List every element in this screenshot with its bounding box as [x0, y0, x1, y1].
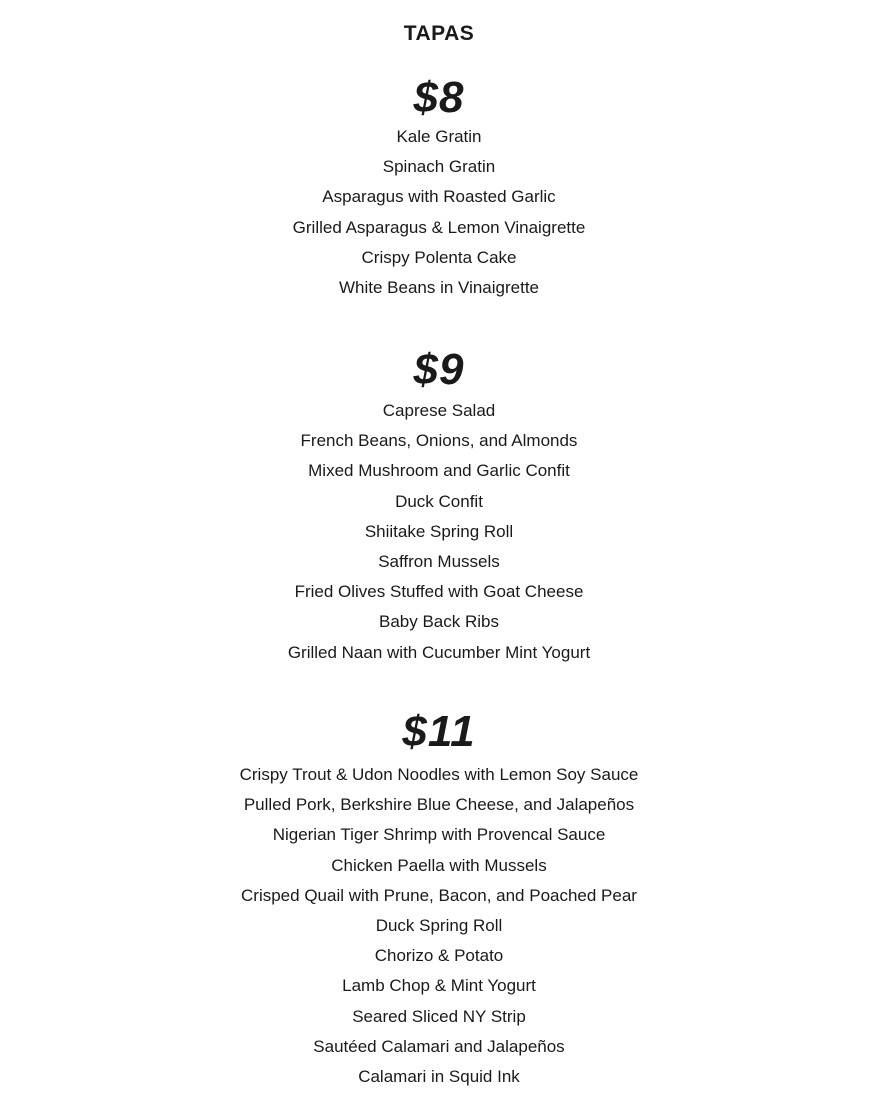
menu-item: Baby Back Ribs	[379, 612, 499, 632]
section-9-items	[0, 396, 878, 668]
menu-title: TAPAS	[403, 22, 475, 45]
section-8-items	[0, 122, 878, 303]
menu-item: Grilled Naan with Cucumber Mint Yogurt	[287, 642, 591, 662]
menu-item: Shiitake Spring Roll	[364, 521, 514, 541]
menu-item: White Beans in Vinaigrette	[338, 277, 540, 297]
menu-item: Pulled Pork, Berkshire Blue Cheese, and Jalapeños	[243, 795, 635, 815]
price-heading-8: $8	[413, 73, 465, 122]
menu-item: Fried Olives Stuffed with Goat Cheese	[294, 582, 584, 602]
menu-item: Duck Spring Roll	[375, 915, 503, 935]
menu-item: French Beans, Onions, and Almonds	[300, 431, 578, 451]
menu-item: Asparagus with Roasted Garlic	[322, 187, 556, 207]
price-heading-11: $11	[402, 707, 476, 756]
menu-item: Chicken Paella with Mussels	[331, 855, 547, 875]
menu-item: Calamari in Squid Ink	[358, 1066, 520, 1086]
menu-item: Crispy Trout & Udon Noodles with Lemon Soy Sauce	[239, 765, 639, 784]
menu-item: Caprese Salad	[382, 401, 496, 420]
menu-item: Sautéed Calamari and Jalapeños	[313, 1036, 565, 1056]
menu-item: Crisped Quail with Prune, Bacon, and Poached Pear	[241, 885, 637, 905]
menu-item: Saffron Mussels	[378, 551, 500, 571]
menu-item: Kale Gratin	[396, 127, 482, 146]
menu-item: Mixed Mushroom and Garlic Confit	[308, 461, 570, 481]
menu-item: Grilled Asparagus & Lemon Vinaigrette	[292, 217, 586, 237]
menu-item: Duck Confit	[395, 491, 483, 511]
section-11-items	[0, 760, 878, 1092]
menu-item: Seared Sliced NY Strip	[352, 1006, 526, 1026]
price-heading-9: $9	[413, 345, 465, 394]
menu-item: Spinach Gratin	[382, 157, 496, 177]
menu-item: Nigerian Tiger Shrimp with Provencal Sauce	[272, 825, 606, 845]
menu-item: Chorizo & Potato	[374, 946, 504, 966]
menu-item: Lamb Chop & Mint Yogurt	[342, 976, 536, 996]
menu-item: Crispy Polenta Cake	[361, 247, 517, 267]
